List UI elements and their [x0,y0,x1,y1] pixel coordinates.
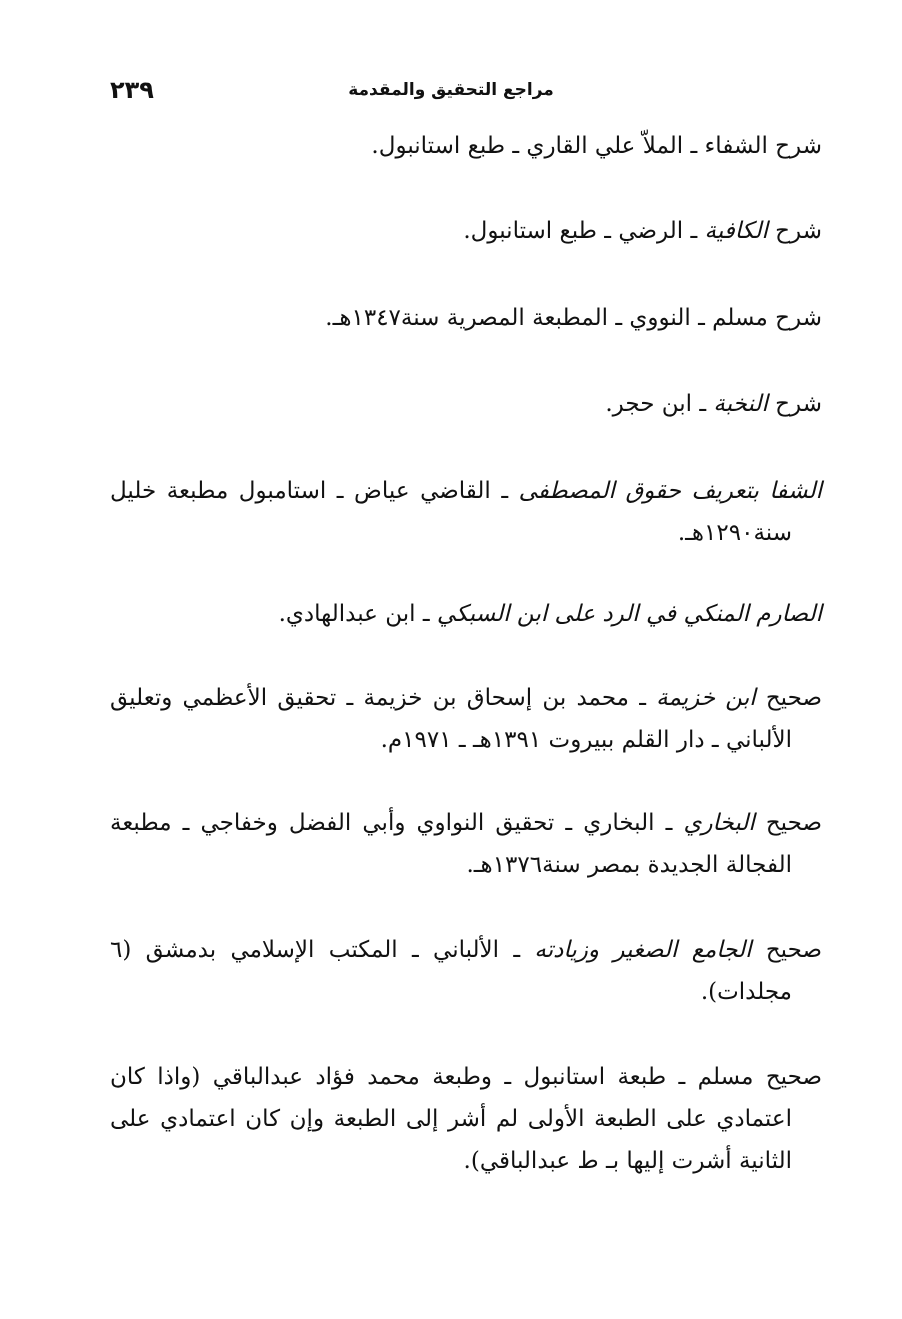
entry-text: ـ ابن حجر. [605,391,714,417]
entry-text: ـ محمد بن إسحاق بن خزيمة ـ تحقيق الأعظمي وتعليق الألباني ـ دار القلم ببيروت ١٣٩١هـ ـ ١٩٧١م. [110,685,792,753]
entry-text: شرح مسلم ـ النووي ـ المطبعة المصرية سنة١٣٤٧هـ. [325,305,822,331]
bibliography-entry [110,383,822,425]
bibliography-entry [110,210,822,252]
running-title: مراجع التحقيق والمقدمة [348,80,554,100]
entry-prefix: صحيح [754,810,822,836]
entry-title: الشفا بتعريف حقوق المصطفى [518,478,822,504]
bibliography-entry [110,802,822,886]
entry-title: النخبة [713,391,768,417]
entry-prefix: شرح [767,391,822,417]
bibliography-entry [110,677,822,761]
entry-title: الصارم المنكي في الرد على ابن السبكي [436,601,822,627]
entry-title: ابن خزيمة [656,685,756,711]
entry-text: صحيح مسلم ـ طبعة استانبول ـ وطبعة محمد فؤاد عبدالباقي (واذا كان اعتمادي على الطبعة الأولى لم أشر إلى الطبعة وإن كان اعتمادي على الثانية أشرت إليها بـ ط عبدالباقي). [110,1064,822,1174]
entry-text: شرح الشفاء ـ الملاّ علي القاري ـ طبع استانبول. [371,133,822,159]
bibliography-entry [110,125,822,167]
entry-title: البخاري [683,810,755,836]
bibliography-entry [110,1056,822,1182]
entry-prefix: صحيح [755,685,822,711]
entry-prefix: شرح [767,218,822,244]
page-header [110,72,792,112]
entry-text: ـ الألباني ـ المكتب الإسلامي بدمشق (٦ مجلدات). [110,937,792,1005]
entry-prefix: صحيح [751,937,823,963]
bibliography-list [110,125,822,1182]
entry-text: ـ ابن عبدالهادي. [278,601,437,627]
entry-text: ـ البخاري ـ تحقيق النواوي وأبي الفضل وخفاجي ـ مطبعة الفجالة الجديدة بمصر سنة١٣٧٦هـ. [110,810,792,878]
entry-text: ـ القاضي عياض ـ استامبول مطبعة خليل سنة١٢٩٠هـ. [110,478,792,546]
entry-text: ـ الرضي ـ طبع استانبول. [463,218,705,244]
entry-title: الجامع الصغير وزيادته [534,937,752,963]
page-number: ٢٣٩ [110,76,154,104]
bibliography-entry [110,929,822,1013]
bibliography-entry [110,297,822,339]
bibliography-entry [110,470,822,554]
bibliography-entry [110,593,822,635]
entry-title: الكافية [704,218,768,244]
